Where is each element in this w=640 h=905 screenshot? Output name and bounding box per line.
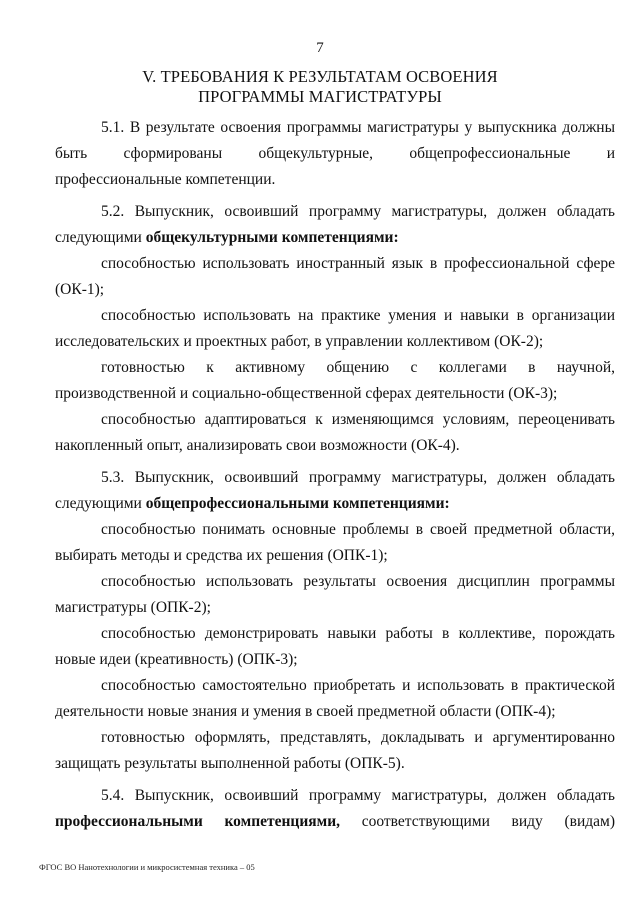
competence-opk-5: готовностью оформлять, представлять, докладывать и аргументированно защищать результаты выполненной работы (ОПК-5). (55, 729, 615, 772)
competence-opk-3: способностью демонстрировать навыки работы в коллективе, порождать новые идеи (креативность) (ОПК-3); (55, 625, 615, 668)
competence-ok-4: способностью адаптироваться к изменяющимся условиям, переоценивать накопленный опыт, анализировать свои возможности (ОК-4). (55, 411, 615, 454)
section-title-line-2: ПРОГРАММЫ МАГИСТРАТУРЫ (198, 87, 442, 106)
page-footer: ФГОС ВО Нанотехнологии и микросистемная техника – 05 (39, 862, 255, 872)
paragraph-5-2-bold: общекультурными компетенциями: (145, 229, 399, 246)
paragraph-5-3-bold: общепрофессиональными компетенциями: (145, 495, 450, 512)
paragraph-5-4-bold: профессиональными компетенциями, (55, 813, 341, 830)
competence-ok-2: способностью использовать на практике умения и навыки в организации исследовательских и проектных работ, в управлении коллективом (ОК-2); (55, 307, 615, 350)
document-body (55, 115, 615, 835)
paragraph-5-2-text: 5.2. Выпускник, освоивший программу магистратуры, должен обладать следующими (55, 203, 615, 246)
competence-opk-2: способностью использовать результаты освоения дисциплин программы магистратуры (ОПК-2); (55, 573, 615, 616)
paragraph-5-3 (55, 465, 615, 517)
paragraph-5-1: 5.1. В результате освоения программы магистратуры у выпускника должны быть сформированы общекультурные, общепрофессиональные и профессиональные компетенции. (55, 119, 615, 188)
competence-opk-1: способностью понимать основные проблемы в своей предметной области, выбирать методы и средства их решения (ОПК-1); (55, 521, 615, 564)
paragraph-5-2 (55, 199, 615, 251)
paragraph-5-4-line-1: 5.4. Выпускник, освоивший программу магистратуры, должен обладать (101, 787, 615, 804)
competence-opk-4: способностью самостоятельно приобретать и использовать в практической деятельности новые знания и умения в своей предметной области (ОПК-4); (55, 677, 615, 720)
paragraph-5-3-text: 5.3. Выпускник, освоивший программу магистратуры, должен обладать следующими (55, 469, 615, 512)
section-title-line-1: V. ТРЕБОВАНИЯ К РЕЗУЛЬТАТАМ ОСВОЕНИЯ (142, 67, 498, 86)
competence-ok-1: способностью использовать иностранный язык в профессиональной сфере (ОК-1); (55, 255, 615, 298)
competence-ok-3: готовностью к активному общению с коллегами в научной, производственной и социально-общественной сферах деятельности (ОК-3); (55, 359, 615, 402)
page-number: 7 (316, 40, 324, 56)
paragraph-5-4-rest: соответствующими виду (видам) (340, 813, 615, 830)
section-title (0, 67, 640, 107)
paragraph-5-4-line-2 (55, 809, 615, 835)
